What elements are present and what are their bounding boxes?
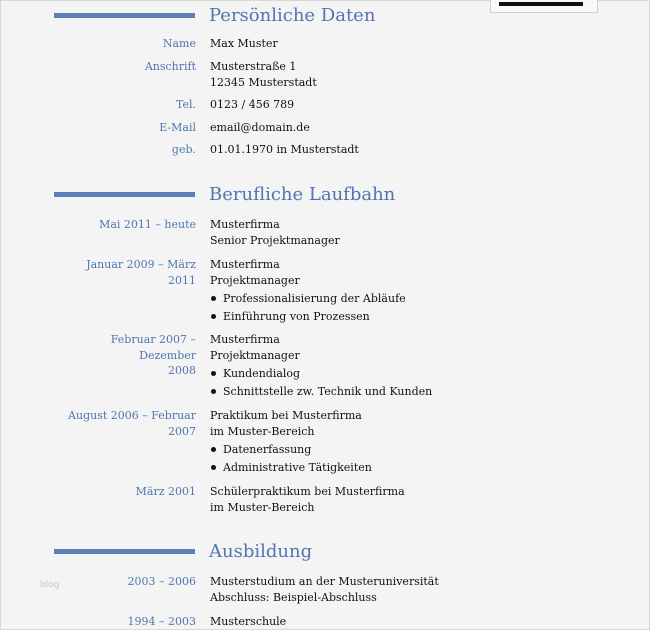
section-title-career: Berufliche Laufbahn xyxy=(209,184,396,205)
section-education xyxy=(1,540,650,564)
list-item-text: Schnittstelle zw. Technik und Kunden xyxy=(223,385,433,398)
value-line: Senior Projektmanager xyxy=(210,233,340,247)
section-title-personal: Persönliche Daten xyxy=(209,5,376,26)
section-rule xyxy=(54,13,195,18)
list-item xyxy=(210,459,590,477)
value-birth xyxy=(210,142,590,158)
value-line: 12345 Musterstadt xyxy=(210,75,317,89)
value-line: Praktikum bei Musterfirma xyxy=(210,409,362,422)
value-line: Schülerpraktikum bei Musterfirma xyxy=(210,485,405,498)
label-email: E-Mail xyxy=(159,121,196,134)
value-line: Musterfirma xyxy=(210,258,280,271)
list-item-text: Datenerfassung xyxy=(223,443,312,456)
list-item xyxy=(210,441,590,459)
date-line: August 2006 – Februar xyxy=(68,409,196,422)
value-line: Musterfirma xyxy=(210,218,280,231)
value-line: email@domain.de xyxy=(210,121,310,134)
list-item-text: Einführung von Prozessen xyxy=(223,310,370,323)
list-item xyxy=(210,290,590,308)
bullet-icon xyxy=(211,389,216,394)
career-date xyxy=(56,217,196,233)
career-date xyxy=(56,484,196,500)
bullet-icon xyxy=(211,447,216,452)
value-line: Abschluss: Beispiel-Abschluss xyxy=(210,590,377,604)
value-line: Musterfirma xyxy=(210,333,280,346)
education-details xyxy=(210,614,590,630)
value-line: 0123 / 456 789 xyxy=(210,98,295,111)
date-line: 2003 – 2006 xyxy=(127,575,196,588)
education-date xyxy=(56,574,196,590)
career-details xyxy=(210,257,590,326)
bullet-icon xyxy=(211,371,216,376)
education-details xyxy=(210,574,590,605)
value-line: im Muster-Bereich xyxy=(210,424,315,438)
list-item xyxy=(210,365,590,383)
label-address: Anschrift xyxy=(144,60,196,73)
date-line: März 2001 xyxy=(135,485,196,498)
date-line: 2008 xyxy=(168,364,196,377)
value-address xyxy=(210,59,590,90)
career-details xyxy=(210,217,590,248)
value-name xyxy=(210,36,590,52)
section-career xyxy=(1,183,650,207)
section-personal xyxy=(1,4,650,28)
education-date xyxy=(56,614,196,630)
watermark-text: blog xyxy=(40,580,60,590)
career-details xyxy=(210,408,590,477)
value-email xyxy=(210,120,590,136)
career-date xyxy=(56,332,196,379)
value-line: im Muster-Bereich xyxy=(210,500,315,514)
label-birth: geb. xyxy=(171,143,196,156)
value-line: Musterstudium an der Musteruniversität xyxy=(210,575,439,588)
career-details xyxy=(210,484,590,515)
list-item xyxy=(210,308,590,326)
list-item-text: Administrative Tätigkeiten xyxy=(223,461,372,474)
date-line: 1994 – 2003 xyxy=(127,615,196,628)
task-list xyxy=(210,441,590,477)
section-rule xyxy=(54,549,195,554)
value-phone xyxy=(210,97,590,113)
label-phone: Tel. xyxy=(175,98,196,111)
value-line: Projektmanager xyxy=(210,348,300,362)
bullet-icon xyxy=(211,314,216,319)
value-line: Musterschule xyxy=(210,615,287,628)
section-title-education: Ausbildung xyxy=(209,541,313,562)
value-line: Max Muster xyxy=(210,37,278,50)
bullet-icon xyxy=(211,465,216,470)
date-line: 2007 xyxy=(168,424,196,438)
date-line: Januar 2009 – März 2011 xyxy=(86,258,196,287)
date-line: Mai 2011 – heute xyxy=(99,218,196,231)
list-item-text: Professionalisierung der Abläufe xyxy=(223,292,406,305)
value-line: Musterstraße 1 xyxy=(210,60,297,73)
career-date xyxy=(56,408,196,439)
career-details xyxy=(210,332,590,401)
section-rule xyxy=(54,192,195,197)
career-date xyxy=(56,257,196,288)
label-name: Name xyxy=(162,37,196,50)
bullet-icon xyxy=(211,296,216,301)
value-line: 01.01.1970 in Musterstadt xyxy=(210,143,359,156)
task-list xyxy=(210,290,590,326)
list-item xyxy=(210,383,590,401)
date-line: Februar 2007 – Dezember xyxy=(110,333,196,362)
task-list xyxy=(210,365,590,401)
list-item-text: Kundendialog xyxy=(223,367,301,380)
value-line: Projektmanager xyxy=(210,273,300,287)
